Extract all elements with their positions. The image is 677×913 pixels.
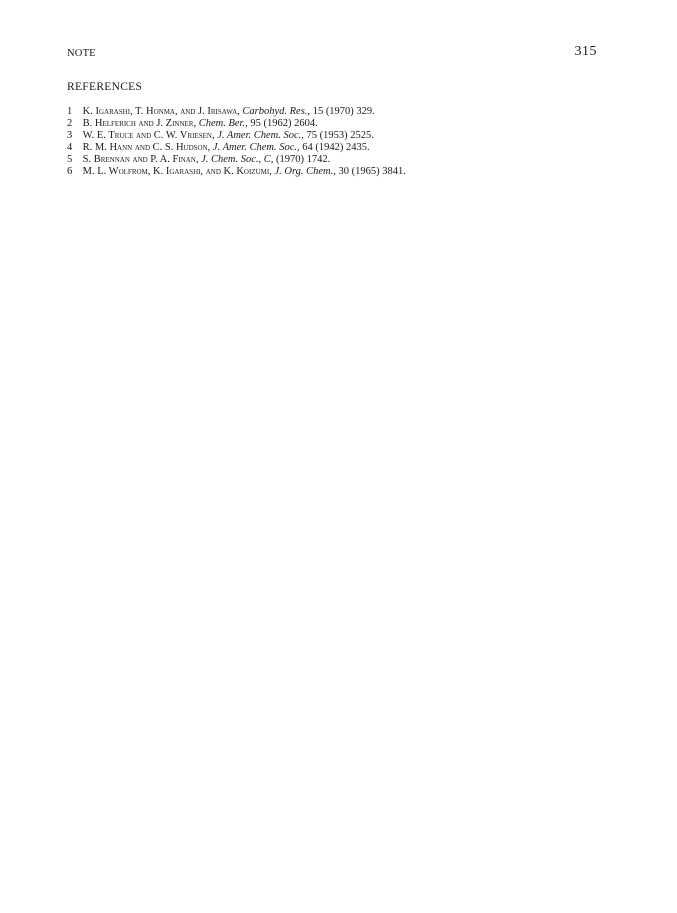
reference-journal: Carbohyd. Res.,	[242, 106, 311, 117]
reference-item	[67, 106, 597, 118]
reference-details: 95 (1962) 2604.	[250, 118, 318, 129]
reference-item	[67, 142, 597, 154]
reference-number: 4	[67, 142, 73, 153]
reference-authors: M. L. Wolfrom, K. Igarashi, and K. Koizumi,	[82, 166, 272, 177]
running-head	[67, 44, 597, 62]
reference-item	[67, 166, 597, 178]
reference-authors: B. Helferich and J. Zinner,	[82, 118, 197, 129]
reference-details: 64 (1942) 2435.	[302, 142, 370, 153]
reference-number: 2	[67, 118, 73, 129]
reference-details: 75 (1953) 2525.	[306, 130, 374, 141]
reference-item	[67, 154, 597, 166]
reference-journal: J. Amer. Chem. Soc.,	[212, 142, 300, 153]
page-number: 315	[574, 44, 597, 59]
reference-number: 6	[67, 166, 73, 177]
reference-journal: J. Chem. Soc., C,	[201, 154, 274, 165]
reference-journal: Chem. Ber.,	[198, 118, 248, 129]
reference-details: 30 (1965) 3841.	[338, 166, 406, 177]
reference-authors: W. E. Truce and C. W. Vriesen,	[82, 130, 215, 141]
section-label: NOTE	[67, 48, 96, 59]
reference-item	[67, 130, 597, 142]
reference-authors: R. M. Hann and C. S. Hudson,	[82, 142, 211, 153]
reference-number: 5	[67, 154, 73, 165]
reference-number: 3	[67, 130, 73, 141]
reference-list	[67, 106, 597, 178]
reference-authors: K. Igarashi, T. Honma, and J. Irisawa,	[82, 106, 240, 117]
reference-authors: S. Brennan and P. A. Finan,	[82, 154, 199, 165]
reference-details: (1970) 1742.	[276, 154, 331, 165]
reference-number: 1	[67, 106, 73, 117]
references-heading: REFERENCES	[67, 81, 143, 93]
reference-item	[67, 118, 597, 130]
reference-details: 15 (1970) 329.	[312, 106, 375, 117]
reference-journal: J. Org. Chem.,	[274, 166, 336, 177]
reference-journal: J. Amer. Chem. Soc.,	[217, 130, 304, 141]
